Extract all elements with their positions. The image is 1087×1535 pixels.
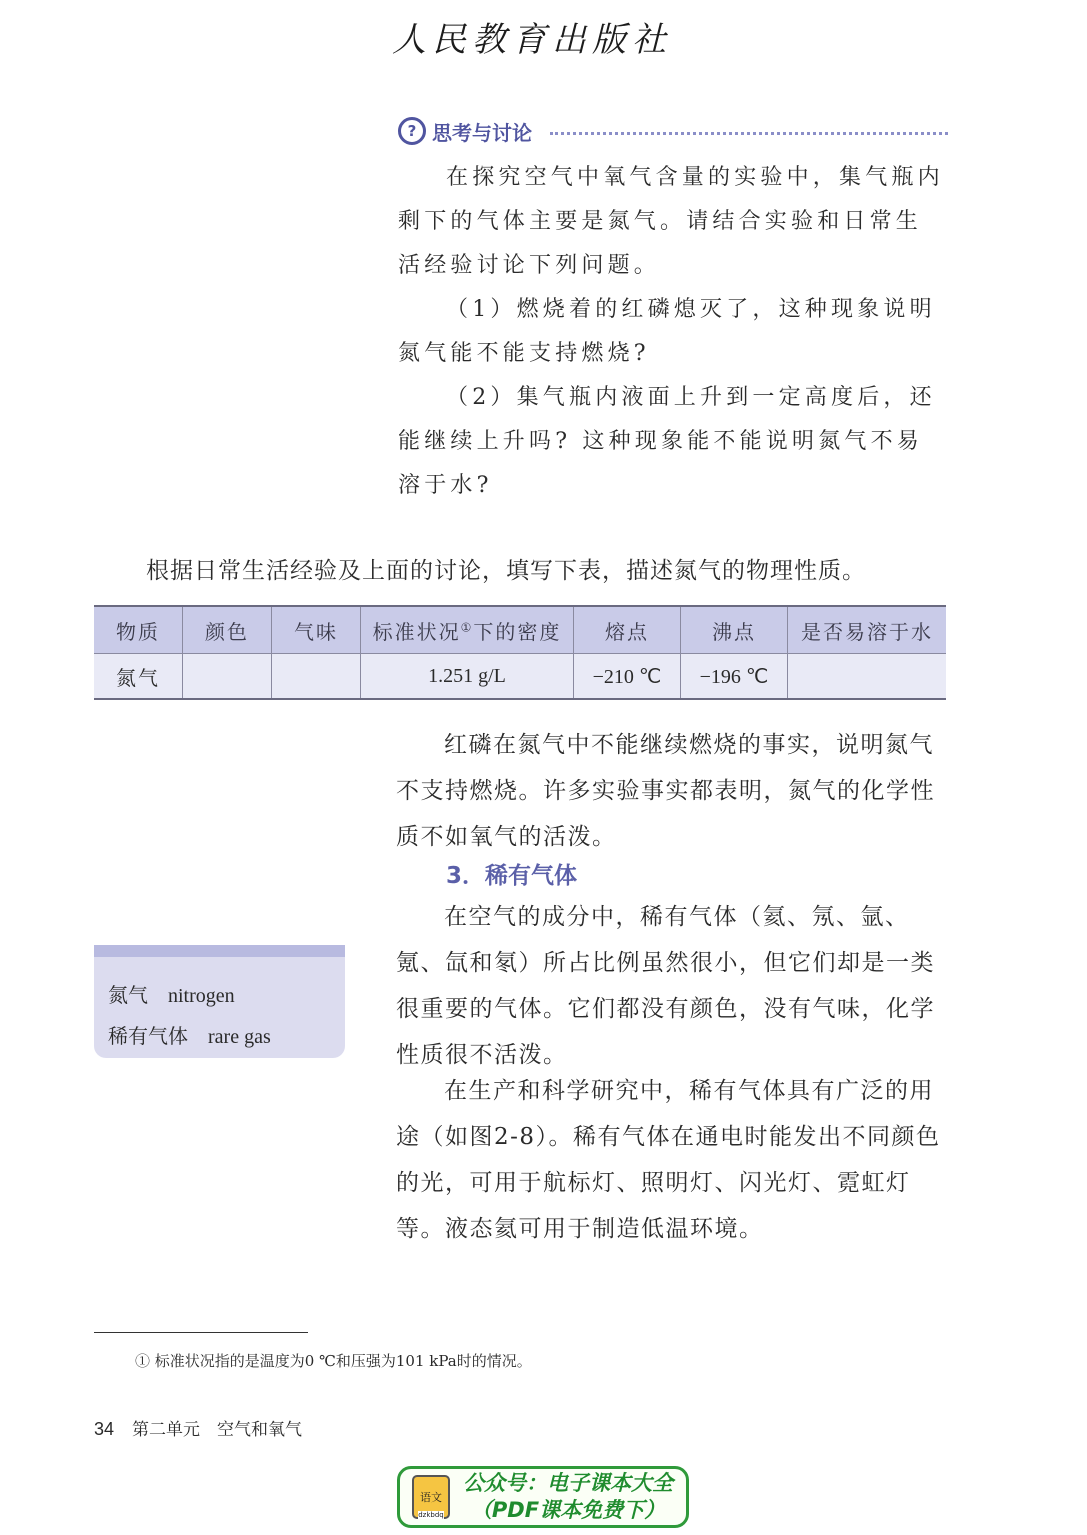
glossary-term-zh: 氮气 [108,983,148,1007]
glossary-term-en: nitrogen [168,985,235,1007]
table-header-row [94,606,946,654]
table-header-cell: 气味 [272,606,361,654]
discussion-question-2: （2）集气瓶内液面上升到一定高度后，还能继续上升吗? 这种现象能不能说明氮气不易溶于水? [398,385,936,498]
table-header-cell: 沸点 [681,606,788,654]
footnote-divider [94,1332,308,1333]
discussion-paragraph: 在探究空气中氧气含量的实验中，集气瓶内剩下的气体主要是氮气。请结合实验和日常生活经验讨论下列问题。 [398,165,944,278]
nitrogen-properties-table [94,605,946,700]
discussion-header [398,116,948,146]
unit-title: 第二单元 空气和氧气 [132,1420,303,1440]
glossary-term-en: rare gas [208,1026,271,1048]
body-paragraph: 在空气的成分中，稀有气体（氦、氖、氩、氪、氙和氡）所占比例虽然很小，但它们却是一类很重要的气体。它们都没有颜色，没有气味，化学性质很不活泼。 [396,904,935,1068]
dotted-divider [550,132,948,135]
discussion-title: 思考与讨论 [432,120,532,145]
badge-line-2: （PDF课本免费下） [470,1498,666,1522]
table-header-cell: 颜色 [183,606,272,654]
footnote: ① 标准状况指的是温度为0 ℃和压强为101 kPa时的情况。 [135,1352,532,1370]
table-cell [788,654,947,700]
question-icon: ? [398,117,426,145]
table-header-cell: 熔点 [574,606,681,654]
page-footer [94,1415,302,1440]
glossary-term-zh: 稀有气体 [108,1024,188,1048]
badge-text [450,1470,686,1524]
table-header-cell: 物质 [94,606,183,654]
table-header-cell: 是否易溶于水 [788,606,947,654]
publisher-logo: 人民教育出版社 [392,20,672,60]
section-heading: 3．稀有气体 [446,863,578,889]
table-cell [183,654,272,700]
table-row [94,654,946,700]
table-cell: 1.251 g/L [361,654,574,700]
book-icon-label: 语文 [420,1491,442,1504]
book-icon [412,1475,450,1519]
table-intro: 根据日常生活经验及上面的讨论，填写下表，描述氮气的物理性质。 [146,558,866,584]
table-cell: 氮气 [94,654,183,700]
table-header-cell [361,606,574,654]
density-header-text: 下的密度 [473,619,562,644]
density-header-text: 标准状况 [372,619,461,644]
table-cell [272,654,361,700]
body-paragraph: 在生产和科学研究中，稀有气体具有广泛的用途（如图2-8）。稀有气体在通电时能发出不同颜色的光，可用于航标灯、照明灯、闪光灯、霓虹灯等。液态氦可用于制造低温环境。 [396,1078,941,1242]
footnote-marker: ① [460,619,474,634]
badge-line-1: 公众号：电子课本大全 [463,1471,673,1495]
table-cell: −210 ℃ [574,654,681,700]
book-icon-tag: dzkbdq [418,1511,444,1519]
discussion-question-1: （1）燃烧着的红磷熄灭了，这种现象说明氮气能不能支持燃烧? [398,297,936,366]
watermark-badge [397,1466,689,1528]
page-number: 34 [94,1419,115,1439]
glossary-box [94,945,345,1058]
glossary-entry [108,1016,345,1057]
glossary-entry [108,975,345,1016]
body-paragraph: 红磷在氮气中不能继续燃烧的事实，说明氮气不支持燃烧。许多实验事实都表明，氮气的化学性质不如氧气的活泼。 [396,732,935,850]
table-cell: −196 ℃ [681,654,788,700]
